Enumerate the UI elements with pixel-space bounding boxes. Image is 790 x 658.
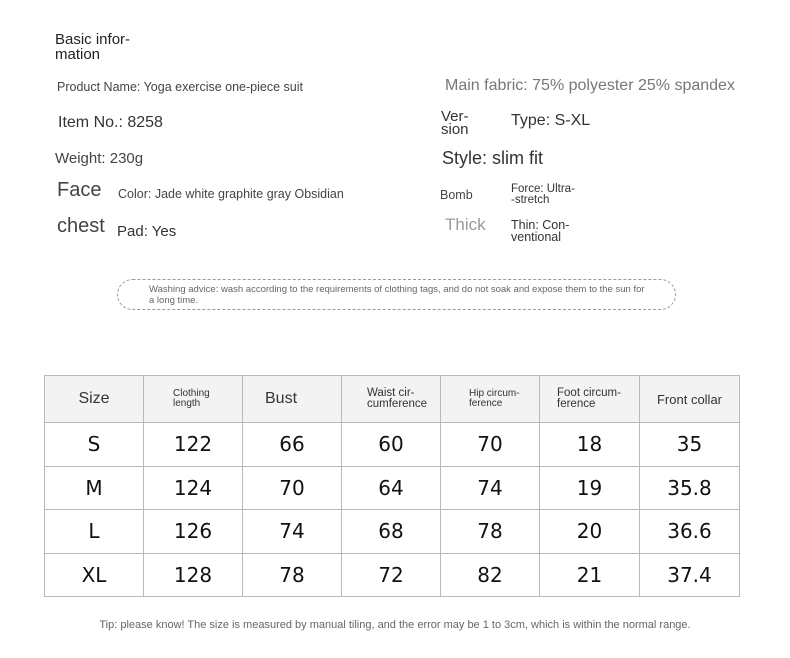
header-size: Size	[45, 376, 144, 423]
table-row	[45, 510, 740, 554]
cell-collar: 37.4	[640, 553, 740, 597]
cell-foot: 21	[540, 553, 640, 597]
thick-label: Thick	[445, 215, 486, 234]
cell-hip: 78	[441, 510, 540, 554]
cell-length: 126	[144, 510, 243, 554]
header-front-collar: Front collar	[640, 376, 740, 423]
main-fabric: Main fabric: 75% polyester 25% spandex	[445, 77, 735, 94]
thin-value: Thin: Con- ventional	[511, 218, 570, 244]
section-title: Basic infor- mation	[55, 31, 131, 63]
cell-length: 122	[144, 423, 243, 467]
cell-size: L	[45, 510, 144, 554]
cell-bust: 74	[243, 510, 342, 554]
table-header-row	[45, 376, 740, 423]
measurement-tip: Tip: please know! The size is measured by manual tiling, and the error may be 1 to 3cm, which is within the normal range.	[99, 619, 691, 631]
cell-collar: 36.6	[640, 510, 740, 554]
header-bust: Bust	[243, 376, 342, 423]
weight: Weight: 230g	[55, 150, 144, 167]
cell-foot: 19	[540, 466, 640, 510]
version-label: Ver- sion	[441, 108, 469, 138]
table-row	[45, 423, 740, 467]
type-value: Type: S-XL	[511, 112, 591, 129]
cell-waist: 72	[342, 553, 441, 597]
cell-size: M	[45, 466, 144, 510]
cell-foot: 18	[540, 423, 640, 467]
cell-bust: 70	[243, 466, 342, 510]
pad-value: Pad: Yes	[117, 223, 177, 240]
color-options: Color: Jade white graphite gray Obsidian	[118, 187, 344, 201]
washing-advice: Washing advice: wash according to the requirements of clothing tags, and do not soak and expose them to the sun for a long time.	[117, 279, 676, 310]
cell-hip: 82	[441, 553, 540, 597]
header-clothing-length: Clothing length	[144, 376, 243, 423]
product-name: Product Name: Yoga exercise one-piece suit	[57, 80, 303, 94]
cell-foot: 20	[540, 510, 640, 554]
cell-waist: 64	[342, 466, 441, 510]
cell-length: 124	[144, 466, 243, 510]
table-row	[45, 466, 740, 510]
bomb-label: Bomb	[440, 188, 473, 202]
cell-waist: 68	[342, 510, 441, 554]
cell-bust: 78	[243, 553, 342, 597]
face-label: Face	[57, 179, 102, 201]
cell-waist: 60	[342, 423, 441, 467]
cell-size: XL	[45, 553, 144, 597]
cell-hip: 74	[441, 466, 540, 510]
cell-size: S	[45, 423, 144, 467]
item-number: Item No.: 8258	[58, 114, 163, 131]
chest-label: chest	[57, 215, 105, 237]
header-waist: Waist cir- cumference	[342, 376, 441, 423]
header-foot: Foot circum- ference	[540, 376, 640, 423]
cell-collar: 35	[640, 423, 740, 467]
cell-bust: 66	[243, 423, 342, 467]
force-value: Force: Ultra- -stretch	[511, 183, 575, 206]
header-hip: Hip circum- ference	[441, 376, 540, 423]
cell-collar: 35.8	[640, 466, 740, 510]
style: Style: slim fit	[442, 148, 544, 168]
cell-length: 128	[144, 553, 243, 597]
cell-hip: 70	[441, 423, 540, 467]
table-row	[45, 553, 740, 597]
size-table	[44, 375, 740, 597]
